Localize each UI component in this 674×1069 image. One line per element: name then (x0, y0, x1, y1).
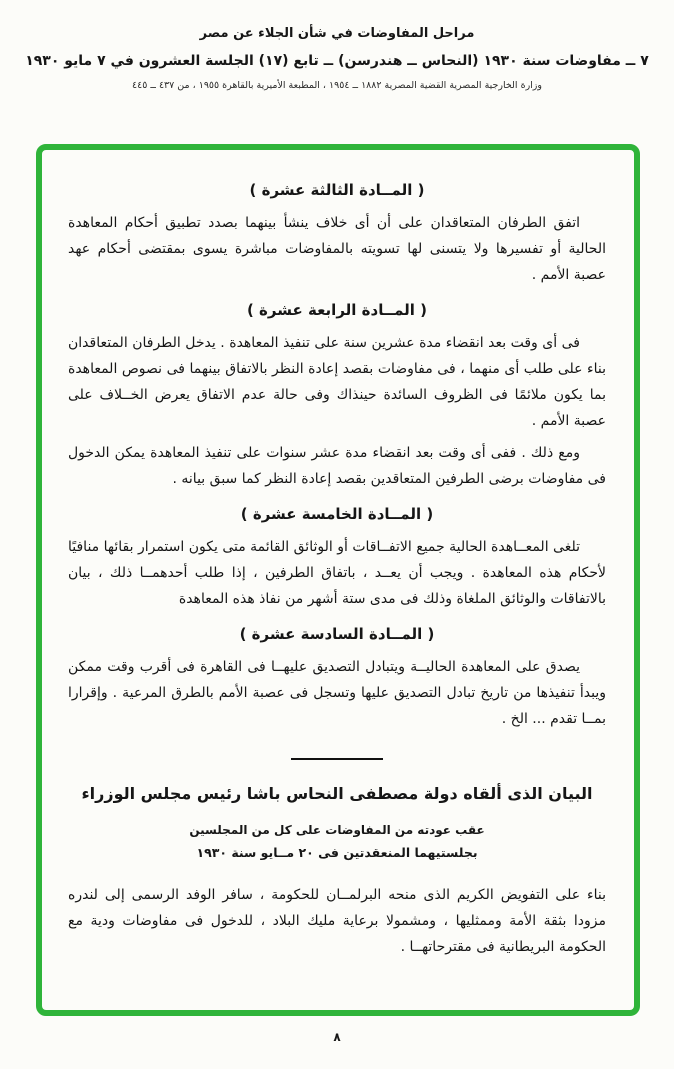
article-14-paragraph-1: فى أى وقت بعد انقضاء مدة عشرين سنة على تنفيذ المعاهدة . يدخل الطرفان المتعاقدان بناء على طلب أى منهما ، فى مفاوضات بقصد إعادة النظر بالاتفاق بينهما فى نصوص المعاهدة بما يكون ملائمًا فى الظروف السائدة حينذاك وفى حالة عدم الاتفاق يعرض الخــلاف على عصبة الأمم . (68, 335, 606, 429)
article-16-paragraph: يصدق على المعاهدة الحاليــة ويتبادل التصديق عليهــا فى القاهرة فى أقرب وقت ممكن ويبدأ تنفيذها من تاريخ تبادل التصديق عليها وتسجل فى عصبة الأمم بالطرق المرعية . وإقرارا بمــا تقدم ... الخ . (68, 659, 606, 727)
header-source-note: وزارة الخارجية المصرية القضية المصرية ١٨٨٢ ــ ١٩٥٤ ، المطبعة الأميرية بالقاهرة ١٩٥٥ ، من ٤٣٧ ــ ٤٤٥ (132, 80, 542, 91)
article-14-heading: ( المــادة الرابعة عشرة ) (246, 301, 427, 319)
statement-subtitle-2: بجلستيهما المنعقدتين فى ٢٠ مــايو سنة ١٩٣٠ (196, 845, 478, 860)
statement-title: البيان الذى ألقاه دولة مصطفى النحاس باشا رئيس مجلس الوزراء (81, 784, 593, 803)
statement-paragraph: بناء على التفويض الكريم الذى منحه البرلمــان للحكومة ، سافر الوفد الرسمى إلى لندره مزودا بثقة الأمة وممثليها ، ومشمولا برعاية مليك البلاد ، للدخول فى مفاوضات ودية مع الحكومة البريطانية فى مقترحاتهــا . (68, 887, 606, 955)
article-16-heading: ( المــادة السادسة عشرة ) (239, 625, 435, 643)
content-frame (36, 144, 640, 1016)
article-13-heading: ( المــادة الثالثة عشرة ) (249, 181, 425, 199)
article-14-paragraph-2: ومع ذلك . ففى أى وقت بعد انقضاء مدة عشر سنوات على تنفيذ المعاهدة يمكن الدخول فى مفاوضات برضى الطرفين المتعاقدين بقصد إعادة النظر كما سبق بيانه . (68, 445, 606, 487)
article-15-heading: ( المــادة الخامسة عشرة ) (240, 505, 434, 523)
statement-subtitle-1: عقب عودته من المفاوضات على كل من المجلسين (189, 823, 485, 837)
header-title: مراحل المفاوضات في شأن الجلاء عن مصر (199, 26, 475, 41)
page-number: ٨ (333, 1030, 341, 1044)
section-divider (291, 758, 383, 760)
page-header (0, 0, 674, 91)
article-13-paragraph: اتفق الطرفان المتعاقدان على أن أى خلاف ينشأ بينهما بصدد تطبيق أحكام المعاهدة الحالية أو تفسيرها ولا يتسنى لها تسويته بالمفاوضات مباشرة يسوى بمقتضى أحكام عهد عصبة الأمم . (68, 215, 606, 283)
article-15-paragraph: تلغى المعــاهدة الحالية جميع الاتفــاقات أو الوثائق القائمة متى يكون استمرار بقائها منافيًا لأحكام هذه المعاهدة . ويجب أن يعــد ، باتفاق الطرفين ، إذا طلب أحدهمــا ذلك ، بيان بالاتفاقات والوثائق الملغاة وذلك فى مدى ستة أشهر من نفاذ هذه المعاهدة (68, 539, 606, 607)
header-subtitle: ٧ ــ مفاوضات سنة ١٩٣٠ (النحاس ــ هندرسن) ــ تابع (١٧) الجلسة العشرون في ٧ مايو ١٩٣٠ (25, 53, 649, 69)
